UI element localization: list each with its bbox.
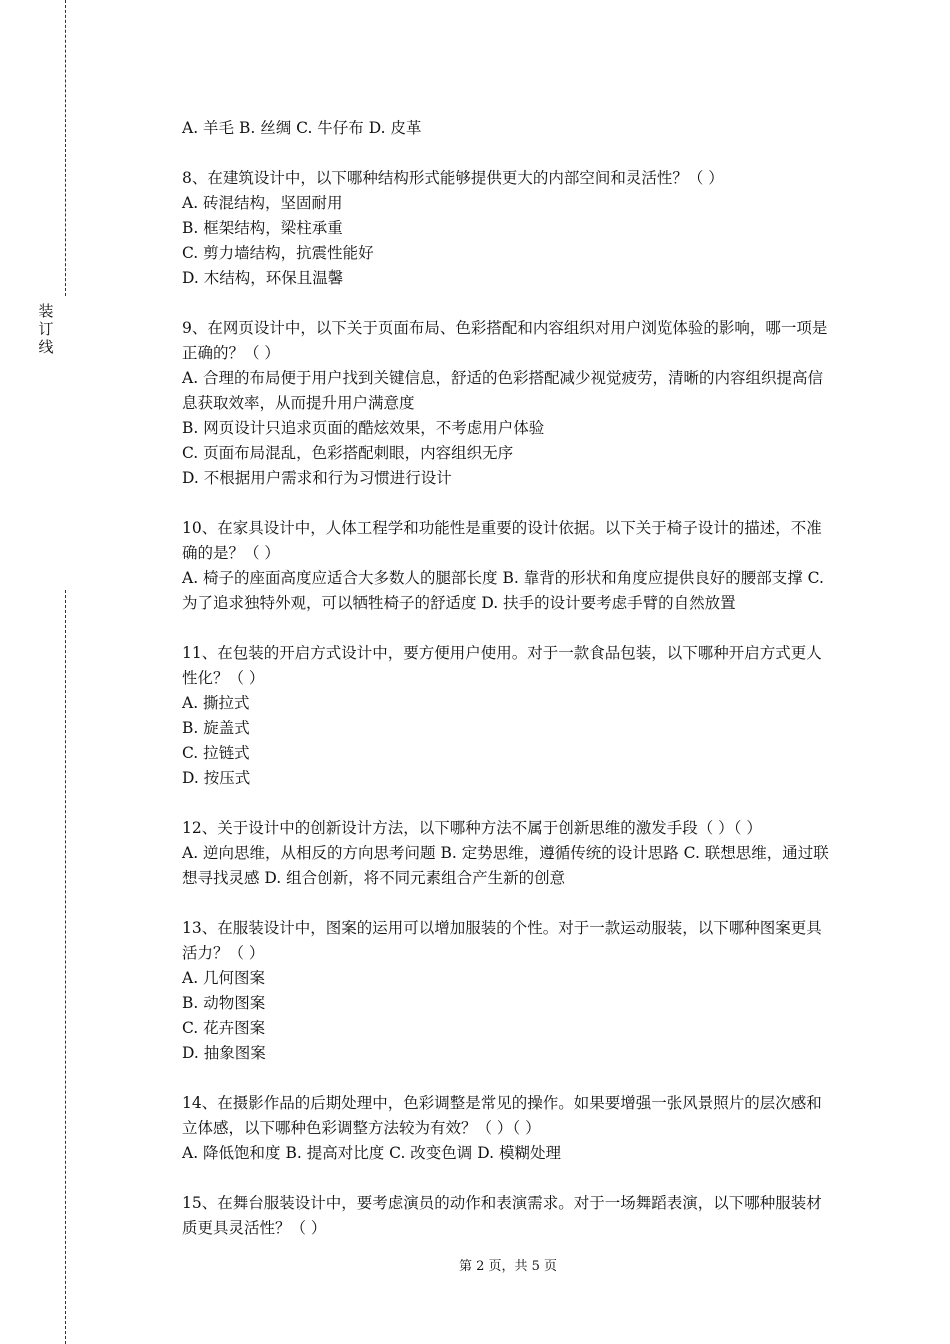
option-text: A. 椅子的座面高度应适合大多数人的腿部长度 B. 靠背的形状和角度应提供良好的腰部支撑 C. 为了追求独特外观，可以牺牲椅子的舒适度 D. 扶手的设计要考虑手臂的自然放置 [182, 569, 824, 612]
question-9 [182, 316, 837, 491]
option-text: A. 几何图案 [182, 969, 266, 987]
question-12 [182, 816, 837, 891]
option-text: A. 逆向思维，从相反的方向思考问题 B. 定势思维，遵循传统的设计思路 C. 联想思维，通过联想寻找灵感 D. 组合创新，将不同元素组合产生新的创意 [182, 844, 829, 887]
option-text: C. 剪力墙结构，抗震性能好 [182, 244, 374, 262]
option-text: B. 旋盖式 [182, 719, 250, 737]
option-text: A. 羊毛 B. 丝绸 C. 牛仔布 D. 皮革 [182, 119, 422, 137]
option-text: A. 合理的布局便于用户找到关键信息，舒适的色彩搭配减少视觉疲劳，清晰的内容组织提高信息获取效率，从而提升用户满意度 [182, 369, 824, 412]
question-text: 10、在家具设计中，人体工程学和功能性是重要的设计依据。以下关于椅子设计的描述，不准确的是？（ ） [182, 519, 822, 562]
question-15 [182, 1191, 837, 1241]
option-text: C. 拉链式 [182, 744, 250, 762]
binding-char: 线 [38, 338, 54, 356]
option-text: A. 撕拉式 [182, 694, 250, 712]
option-text: B. 网页设计只追求页面的酷炫效果，不考虑用户体验 [182, 419, 545, 437]
binding-char: 装 [38, 302, 54, 320]
page-footer [0, 1257, 950, 1277]
question-text: 15、在舞台服装设计中，要考虑演员的动作和表演需求。对于一场舞蹈表演，以下哪种服装材质更具灵活性？（ ） [182, 1194, 822, 1237]
page-number: 第 2 页，共 5 页 [458, 1259, 558, 1274]
option-text: D. 抽象图案 [182, 1044, 266, 1062]
option-text: B. 动物图案 [182, 994, 266, 1012]
question-text: 13、在服装设计中，图案的运用可以增加服装的个性。对于一款运动服装，以下哪种图案更具活力？（ ） [182, 919, 822, 962]
option-text: A. 砖混结构，坚固耐用 [182, 194, 343, 212]
question-8 [182, 166, 837, 291]
option-text: C. 页面布局混乱，色彩搭配刺眼，内容组织无序 [182, 444, 514, 462]
option-text: D. 不根据用户需求和行为习惯进行设计 [182, 469, 452, 487]
binding-label [37, 302, 55, 356]
binding-line-top [65, 0, 66, 296]
option-text: B. 框架结构，梁柱承重 [182, 219, 343, 237]
question-text: 8、在建筑设计中，以下哪种结构形式能够提供更大的内部空间和灵活性？（ ） [182, 169, 724, 187]
question-13 [182, 916, 837, 1066]
question-11 [182, 641, 837, 791]
option-text: C. 花卉图案 [182, 1019, 266, 1037]
question-14 [182, 1091, 837, 1166]
question-text: 11、在包装的开启方式设计中，要方便用户使用。对于一款食品包装，以下哪种开启方式更人性化？（ ） [182, 644, 822, 687]
question-text: 14、在摄影作品的后期处理中，色彩调整是常见的操作。如果要增强一张风景照片的层次感和立体感，以下哪种色彩调整方法较为有效？（ ）（ ） [182, 1094, 822, 1137]
question-7-options [182, 116, 837, 141]
option-text: D. 木结构，环保且温馨 [182, 269, 344, 287]
binding-line-bottom [65, 590, 66, 1344]
question-list [182, 116, 837, 1266]
question-text: 9、在网页设计中，以下关于页面布局、色彩搭配和内容组织对用户浏览体验的影响，哪一项是正确的？（ ） [182, 319, 828, 362]
option-text: D. 按压式 [182, 769, 251, 787]
binding-char: 订 [38, 320, 54, 338]
option-text: A. 降低饱和度 B. 提高对比度 C. 改变色调 D. 模糊处理 [182, 1144, 561, 1162]
question-text: 12、关于设计中的创新设计方法，以下哪种方法不属于创新思维的激发手段（ ）（ ） [182, 819, 762, 837]
question-10 [182, 516, 837, 616]
